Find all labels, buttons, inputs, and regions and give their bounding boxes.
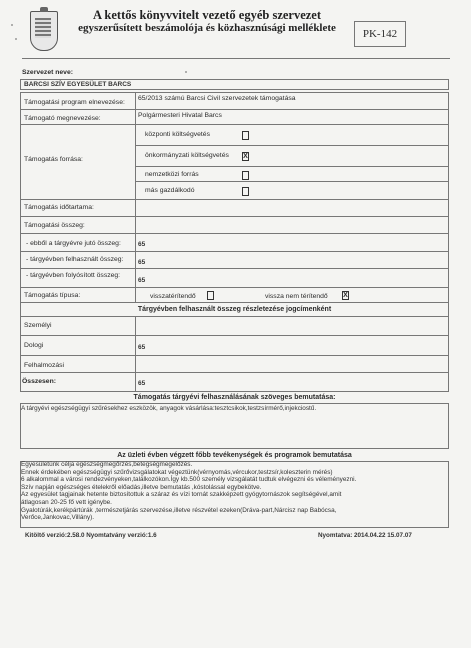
activities-line: Az egyesület tagjainak hetente biztosítottuk a száraz és vízi tornát szakképzett gyógytornászok segítségével,amit	[21, 491, 342, 499]
source-central-label: központi költségvetés	[145, 131, 210, 138]
program-label: Támogatási program elnevezése:	[24, 99, 125, 106]
donor-label: Támogató megnevezése:	[24, 115, 101, 122]
org-name-value: BARCSI SZÍV EGYESÜLET BARCS	[24, 81, 132, 88]
text-desc-body: A tárgyévi egészségügyi szűrésekhez eszközök, anyagok vásárlása:tesztcsikok,testzsírmérő,injekciostű.	[21, 405, 317, 412]
scan-speck	[185, 71, 187, 73]
activities-heading: Az üzleti évben végzett főbb tevékenységek és programok bemutatása	[117, 452, 352, 459]
period-label: Támogatás időtartama:	[24, 204, 94, 211]
type-nonreturnable-label: vissza nem térítendő	[265, 293, 328, 300]
form-code: PK-142	[354, 21, 406, 47]
usage-capital-label: Felhalmozási	[24, 362, 65, 369]
org-name-field	[20, 79, 449, 90]
used-value: 65	[138, 259, 146, 266]
paid-label: - tárgyévben folyósított összeg:	[26, 272, 121, 279]
activities-line: Szív napján egészséges ételekről előadás,illetve bemutatás ,kóstolással egybekötve.	[21, 483, 262, 491]
scan-speck	[15, 38, 17, 40]
usage-material-value: 65	[138, 344, 146, 351]
scan-speck	[11, 24, 13, 26]
title-line-1: A kettős könyvvitelt vezető egyéb szervezet	[92, 8, 322, 22]
year-share-value: 65	[138, 241, 146, 248]
type-nonreturnable-checkbox[interactable]: X	[343, 292, 348, 299]
coat-of-arms-icon	[30, 11, 58, 51]
activities-line: Verőce,Jankovac,Villány).	[21, 514, 95, 522]
source-other-checkbox[interactable]	[242, 187, 249, 196]
print-date: Nyomtatva: 2014.04.22 15.07.07	[318, 532, 412, 539]
year-share-label: - ebből a tárgyévre jutó összeg:	[26, 240, 121, 247]
source-municipal-label: önkormányzati költségvetés	[145, 152, 229, 159]
filler-version: Kitöltő verzió:2.58.0 Nyomtatvány verzió:1.6	[25, 532, 157, 539]
usage-personal-label: Személyi	[24, 322, 52, 329]
source-international-label: nemzetközi forrás	[145, 171, 199, 178]
usage-heading: Tárgyévben felhasznált összeg részletezése jogcímenként	[137, 306, 332, 313]
used-label: - tárgyévben felhasznált összeg:	[26, 256, 124, 263]
donor-value: Polgármesteri Hivatal Barcs	[138, 112, 222, 119]
title-line-2: egyszerűsített beszámolója és közhasznúsági melléklete	[78, 22, 336, 34]
org-name-label: Szervezet neve:	[22, 69, 74, 76]
usage-material-label: Dologi	[24, 342, 44, 349]
source-central-checkbox[interactable]	[242, 131, 249, 140]
amount-label: Támogatási összeg:	[24, 222, 85, 229]
usage-total-label: Összesen:	[22, 378, 57, 385]
text-desc-heading: Támogatás tárgyévi felhasználásának szöveges bemutatása:	[133, 394, 336, 401]
source-label: Támogatás forrása:	[24, 156, 83, 163]
activities-line: 6 alkalommal a városi rendezvényeken,találkozókon.Így kb.500 személy vizsgálatát tudtuk elvégezni és véleményezni.	[21, 476, 357, 484]
source-other-label: más gazdálkodó	[145, 187, 195, 194]
type-returnable-label: visszatérítendő	[150, 293, 196, 300]
activities-line: átlagosan 20-25 fő vett igénybe.	[21, 498, 112, 506]
program-value: 65/2013 számú Barcsi Civil szervezetek támogatása	[138, 95, 296, 102]
type-returnable-checkbox[interactable]	[207, 291, 214, 300]
header-divider	[22, 58, 450, 59]
usage-total-value: 65	[138, 380, 146, 387]
paid-value: 65	[138, 277, 146, 284]
activities-line: Egyesületünk célja egészségmegőrzés,betegségmegelőzés.	[21, 461, 193, 468]
source-municipal-checkbox[interactable]: X	[243, 153, 248, 160]
type-label: Támogatás típusa:	[24, 292, 81, 299]
form-title	[62, 8, 352, 35]
activities-body	[21, 461, 449, 522]
source-international-checkbox[interactable]	[242, 171, 249, 180]
activities-line: Ennek érdekében egészségügyi szűrővizsgálatokat végeztünk(vérnyomás,vércukor,testzsír,koleszterin mérés)	[21, 468, 333, 476]
activities-line: Gyalotúrák,kerékpártúrák ,természetjárás szervezése,illetve részvétel ezeken(Dráva-part,Nárcisz nap Babócsa,	[21, 506, 337, 514]
